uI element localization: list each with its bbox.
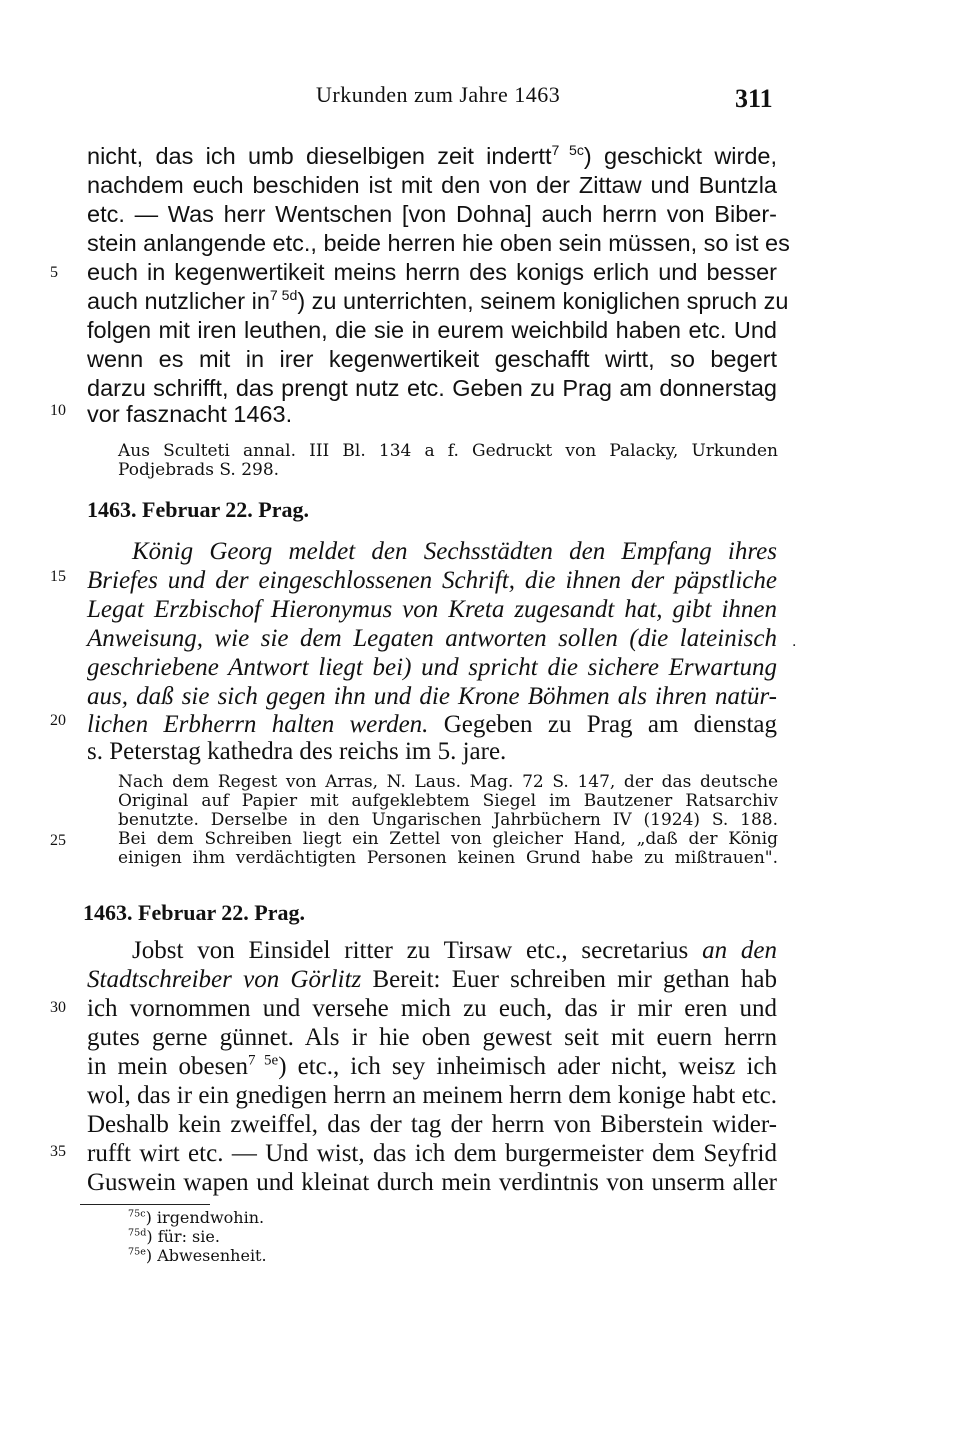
running-head: Urkunden zum Jahre 1463 bbox=[316, 82, 561, 107]
text-line: auch nutzlicher $in^{7 5d}$) zu unterrichten, seinem koniglichen spruch zu bbox=[87, 287, 789, 314]
text-line: Stadtschreiber von Görlitz Bereit: Euer schreiben mir gethan hab bbox=[87, 966, 777, 993]
text-line: ich vornommen und versehe mich zu euch, das ir mir eren und bbox=[87, 995, 777, 1022]
text-line: lichen Erbherrn halten werden. Gegeben zu Prag am dienstag bbox=[87, 711, 777, 738]
footnote: $^{75e}$) Abwesenheit. bbox=[128, 1246, 267, 1265]
line-number: 5 bbox=[50, 264, 58, 281]
text-line: Deshalb kein zweiffel, das der tag der herrn von Biberstein wider- bbox=[87, 1111, 777, 1138]
page-number: 311 bbox=[735, 84, 773, 113]
line-number: 15 bbox=[50, 568, 66, 585]
text-line: Briefes und der eingeschlossenen Schrift, die ihnen der päpstliche bbox=[87, 567, 777, 594]
footnote-divider bbox=[80, 1204, 210, 1205]
note-line: Podjebrads S. 298. bbox=[118, 460, 280, 480]
text-line: nachdem euch beschiden ist mit den von der Zittaw und Buntzla bbox=[87, 172, 777, 198]
line-number: 35 bbox=[50, 1143, 66, 1160]
text-line: aus, daß sie sich gegen ihn und die Krone Böhmen als ihren natür- bbox=[87, 683, 777, 710]
text-line: in mein obesen$^{7 5e}$) etc., ich sey inheimisch ader nicht, weisz ich bbox=[87, 1052, 777, 1080]
footnote: $^{75d}$) für: sie. bbox=[128, 1227, 220, 1246]
text-line: stein anlangende etc., beide herren hie oben sein müssen, so ist es bbox=[87, 230, 790, 256]
margin-dot: · bbox=[792, 638, 797, 654]
note-line: Aus Sculteti annal. III Bl. 134 a f. Gedruckt von Palacky, Urkunden bbox=[118, 441, 778, 461]
text-line: vor fasznacht 1463. bbox=[87, 401, 293, 427]
note-line: einigen ihm verdächtigten Personen keinen Grund habe zu mißtrauen". bbox=[118, 848, 778, 868]
text-line: Jobst von Einsidel ritter zu Tirsaw etc., secretarius an den bbox=[132, 937, 777, 964]
note-line: benutzte. Derselbe in den Ungarischen Jahrbüchern IV (1924) S. 188. bbox=[118, 810, 778, 830]
document-heading: 1463. Februar 22. Prag. bbox=[87, 497, 310, 522]
note-line: Nach dem Regest von Arras, N. Laus. Mag. 72 S. 147, der das deutsche bbox=[118, 772, 778, 792]
text-line: gutes gerne günnet. Als ir hie oben gewest seit mit euern herrn bbox=[87, 1024, 777, 1051]
text-line: euch in kegenwertikeit meins herrn des konigs erlich und besser bbox=[87, 259, 777, 285]
text-line: geschriebene Antwort liegt bei) und spricht die sichere Erwartung bbox=[87, 654, 777, 681]
note-line: Bei dem Schreiben liegt ein Zettel von gleicher Hand, „daß der König bbox=[118, 829, 778, 849]
line-number: 10 bbox=[50, 402, 66, 419]
text-line: wol, das ir ein gnedigen herrn an meinem herrn dem konige habt etc. bbox=[87, 1082, 777, 1109]
text-line: Legat Erzbischof Hieronymus von Kreta zugesandt hat, gibt ihnen bbox=[87, 596, 777, 623]
text-line: rufft wirt etc. — Und wist, das ich dem burgermeister dem Seyfrid bbox=[87, 1140, 777, 1167]
note-line: Original auf Papier mit aufgeklebtem Siegel im Bautzener Ratsarchiv bbox=[118, 791, 778, 811]
text-line: etc. — Was herr Wentschen [von Dohna] auch herrn von Biber- bbox=[87, 201, 777, 227]
line-number: 20 bbox=[50, 712, 66, 729]
text-line: darzu schrifft, das prengt nutz etc. Geben zu Prag am donnerstag bbox=[87, 375, 777, 401]
text-line: König Georg meldet den Sechsstädten den Empfang ihres bbox=[132, 538, 777, 565]
text-line: Guswein wapen und kleinat durch mein verdintnis von unserm aller bbox=[87, 1169, 777, 1196]
text-line: nicht, das ich umb dieselbigen zeit indertt$^{7 5c}$) geschickt wirde, bbox=[87, 142, 778, 169]
footnote: $^{75c}$) irgendwohin. bbox=[128, 1208, 265, 1227]
document-heading: 1463. Februar 22. Prag. bbox=[83, 900, 306, 925]
text-line: Anweisung, wie sie dem Legaten antworten sollen (die lateinisch bbox=[87, 625, 777, 652]
text-line: s. Peterstag kathedra des reichs im 5. jare. bbox=[87, 738, 507, 765]
text-line: wenn es mit in irer kegenwertikeit geschafft wirtt, so begert bbox=[87, 346, 777, 372]
line-number: 30 bbox=[50, 999, 66, 1016]
text-line: folgen mit iren leuthen, die sie in eurem weichbild haben etc. Und bbox=[87, 317, 777, 343]
line-number: 25 bbox=[50, 832, 66, 849]
